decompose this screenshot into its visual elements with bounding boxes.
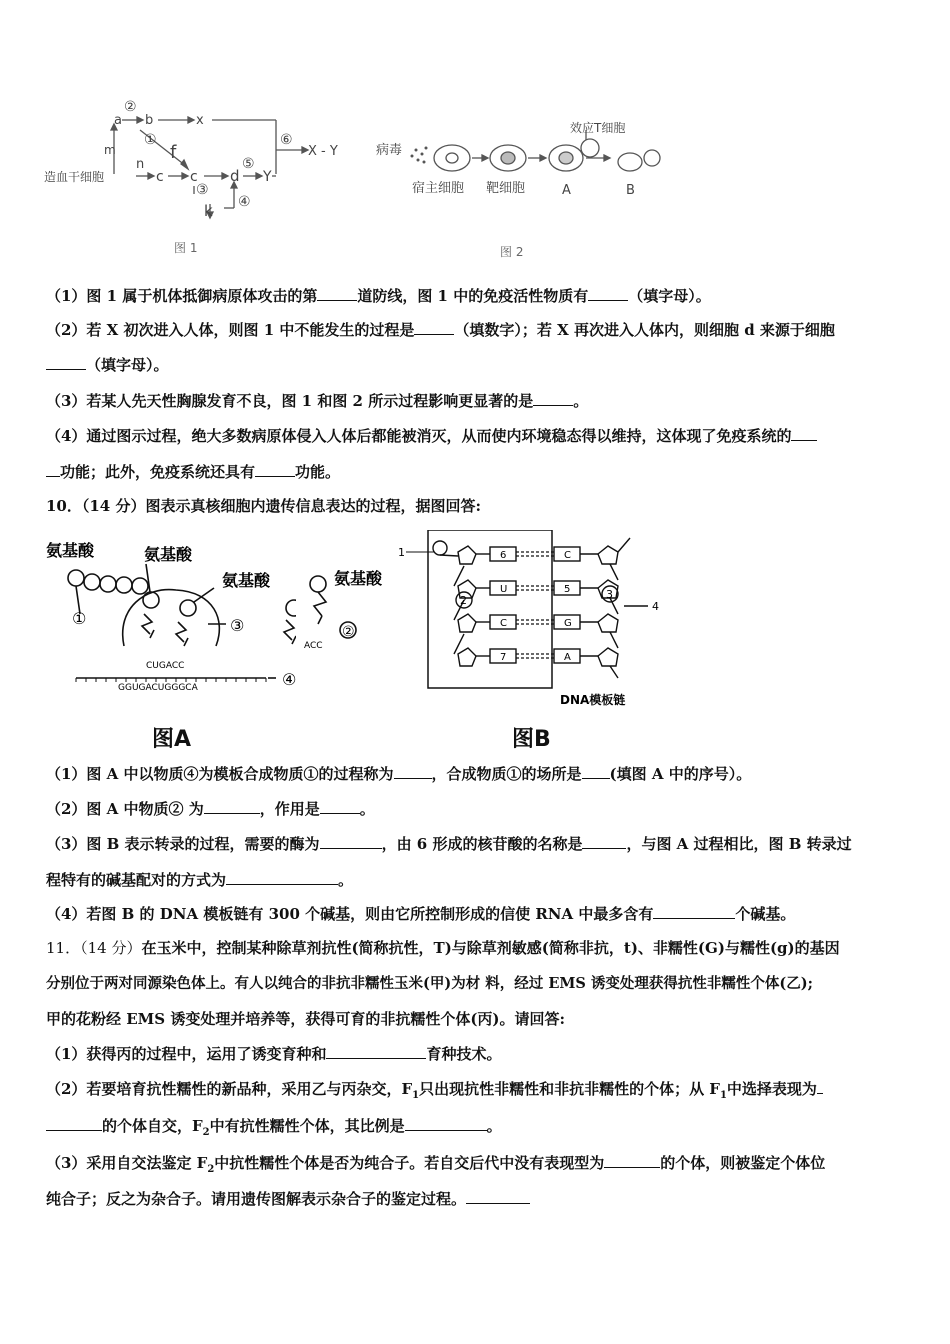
fig1-n-label: n bbox=[136, 157, 145, 172]
q9-part2-cont: （填字母）。 bbox=[46, 355, 169, 375]
fig1-caption: 图 1 bbox=[174, 241, 198, 255]
blank[interactable] bbox=[204, 799, 260, 814]
q11-line2: 分别位于两对同源染色体上。有人以纯合的非抗非糯性玉米(甲)为材 料，经过 EMS 诱变处理获得抗性非糯性个体(乙); bbox=[46, 975, 814, 992]
figB-right-base: 5 bbox=[564, 584, 571, 595]
blank[interactable] bbox=[46, 355, 86, 370]
figB-right-base: A bbox=[564, 652, 571, 663]
figA-n2: ② bbox=[342, 624, 355, 640]
blank[interactable] bbox=[226, 870, 338, 885]
blank[interactable] bbox=[817, 1079, 823, 1094]
fig1-source-label: 造血干细胞 bbox=[44, 170, 105, 184]
blank[interactable] bbox=[582, 834, 626, 849]
q11-part3-cont: 纯合子；反之为杂合子。请用遗传图解表示杂合子的鉴定过程。 bbox=[46, 1189, 530, 1209]
q11-heading: 11．（14 分）在玉米中，控制某种除草剂抗性(简称抗性，T)与除草剂敏感(简称非抗，t)、非糯性(G)与糯性(g)的基因 bbox=[46, 939, 840, 957]
q11-part1: （1）获得丙的过程中，运用了诱变育种和 育种技术。 bbox=[46, 1045, 502, 1063]
blank[interactable] bbox=[533, 391, 573, 406]
figB-template-label: DNA模板链 bbox=[560, 693, 626, 707]
q9-part1: （1）图 1 属于机体抵御病原体攻击的第 道防线，图 1 中的免疫活性物质有 （填字母）。 bbox=[46, 287, 711, 305]
figA-n1: ① bbox=[72, 609, 87, 628]
blank[interactable] bbox=[320, 799, 360, 814]
figure-1 bbox=[40, 96, 350, 264]
fig1-f-label: f bbox=[170, 142, 177, 163]
figA-n3: ③ bbox=[230, 616, 245, 635]
fig1-a-label: a bbox=[114, 113, 122, 128]
figure-2 bbox=[372, 110, 672, 266]
figA-acc: ACC bbox=[304, 641, 323, 651]
q9-part4: （4）通过图示过程，绝大多数病原体侵入人体后都能被消灭，从而使内环境稳态得以维持，这体现了免疫系统的 bbox=[46, 426, 817, 446]
fig1-circle-2: ② bbox=[124, 99, 137, 115]
figA-aa4: 氨基酸 bbox=[334, 569, 383, 588]
fig2-virus-label: 病毒 bbox=[376, 143, 403, 158]
blank[interactable] bbox=[326, 1044, 426, 1059]
q9-part3: （3）若某人先天性胸腺发育不良，图 1 和图 2 所示过程影响更显著的是 。 bbox=[46, 392, 589, 410]
fig1-y-label: Y bbox=[263, 169, 272, 185]
figA-aa1: 氨基酸 bbox=[46, 541, 95, 560]
figB-left-base: 7 bbox=[500, 652, 507, 663]
fig2-host-label: 宿主细胞 bbox=[412, 181, 465, 196]
figA-aa2: 氨基酸 bbox=[144, 545, 193, 564]
figB-right-base: C bbox=[564, 550, 571, 561]
figB-left-base: C bbox=[500, 618, 507, 629]
fig1-circle-5: ⑤ bbox=[242, 156, 255, 172]
fig1-x-label: x bbox=[196, 113, 204, 128]
blank[interactable] bbox=[394, 764, 432, 779]
figA-anticodon: CUGACC bbox=[146, 661, 185, 671]
figB-n2: 2 bbox=[460, 594, 467, 607]
figB-n4: 4 bbox=[652, 600, 659, 613]
fig2-effector-label: 效应T细胞 bbox=[570, 121, 626, 135]
figB-caption: 图B bbox=[512, 727, 551, 752]
figure-a-trna bbox=[294, 562, 410, 658]
fig1-k-label: k bbox=[204, 202, 213, 220]
q11-part2-cont: 的个体自交，$F_2$中有抗性糯性个体，其比例是 。 bbox=[46, 1116, 502, 1143]
q10-part3-cont: 程特有的碱基配对的方式为 。 bbox=[46, 871, 354, 889]
blank[interactable] bbox=[791, 426, 817, 441]
figure-a bbox=[46, 528, 296, 698]
fig1-c1-label: c bbox=[156, 169, 164, 185]
figA-n4: ④ bbox=[282, 670, 296, 689]
q10-part4: （4）若图 B 的 DNA 模板链有 300 个碱基，则由它所控制形成的信使 RNA 中最多含有 个碱基。 bbox=[46, 905, 796, 923]
q10-heading: 10．（14 分）图表示真核细胞内遗传信息表达的过程，据图回答: bbox=[46, 497, 482, 515]
figB-left-base: 6 bbox=[500, 550, 507, 561]
fig2-b-label: B bbox=[626, 183, 635, 198]
blank[interactable] bbox=[604, 1153, 660, 1168]
blank[interactable] bbox=[466, 1189, 530, 1204]
fig2-a-label: A bbox=[562, 183, 571, 198]
q9-part4-cont: 功能；此外，免疫系统还具有 功能。 bbox=[46, 462, 340, 482]
fig2-caption: 图 2 bbox=[500, 245, 524, 259]
blank[interactable] bbox=[582, 764, 610, 779]
q11-part2: （2）若要培育抗性糯性的新品种，采用乙与丙杂交，$F_1$只出现抗性非糯性和非抗非糯性的个体；从 $F_1$中选择表现为 bbox=[46, 1079, 823, 1106]
fig1-d-label: d bbox=[230, 167, 240, 185]
q10-part2: （2）图 A 中物质② 为 ，作用是 。 bbox=[46, 800, 375, 818]
figB-left-base: U bbox=[500, 584, 508, 595]
figure-b bbox=[398, 530, 678, 710]
q10-part1: （1）图 A 中以物质④为模板合成物质①的过程称为 ，合成物质①的场所是 (填图 A 中的序号）。 bbox=[46, 765, 752, 783]
figA-mrna: GGUGACUGGGCA bbox=[118, 683, 198, 693]
blank[interactable] bbox=[414, 320, 454, 335]
blank[interactable] bbox=[405, 1116, 487, 1131]
fig1-circle-4: ④ bbox=[238, 194, 251, 210]
figB-right-base: G bbox=[564, 618, 572, 629]
blank[interactable] bbox=[320, 834, 382, 849]
figA-caption: 图A bbox=[152, 727, 192, 752]
q11-line3: 甲的花粉经 EMS 诱变处理并培养等，获得可育的非抗糯性个体(丙)。请回答: bbox=[46, 1010, 566, 1028]
q10-part3: （3）图 B 表示转录的过程，需要的酶为 ，由 6 形成的核苷酸的名称是 ，与图 A 过程相比，图 B 转录过 bbox=[46, 835, 852, 853]
figB-n1: 1 bbox=[398, 546, 405, 559]
blank[interactable] bbox=[255, 462, 295, 477]
q11-part3: （3）采用自交法鉴定 $F_2$中抗性糯性个体是否为纯合子。若自交后代中没有表现型为 的个体，则被鉴定个体位 bbox=[46, 1154, 826, 1175]
fig2-target-label: 靶细胞 bbox=[486, 181, 526, 196]
q9-part2: （2）若 X 初次进入人体，则图 1 中不能发生的过程是 （填数字）；若 X 再次进入人体内，则细胞 d 来源于细胞 bbox=[46, 321, 835, 339]
blank[interactable] bbox=[46, 462, 60, 477]
blank[interactable] bbox=[317, 286, 357, 301]
blank[interactable] bbox=[46, 1116, 102, 1131]
fig1-c2-label: c bbox=[190, 169, 198, 185]
figA-aa3: 氨基酸 bbox=[222, 571, 271, 590]
fig1-m-label: m bbox=[104, 143, 116, 157]
blank[interactable] bbox=[588, 286, 628, 301]
figB-n3: 3 bbox=[606, 588, 613, 601]
fig1-xy-label: X - Y bbox=[308, 144, 338, 159]
fig1-circle-3: ③ bbox=[196, 182, 209, 198]
fig1-b-label: b bbox=[145, 113, 154, 128]
fig1-circle-1: ① bbox=[144, 132, 157, 148]
blank[interactable] bbox=[653, 904, 735, 919]
fig1-circle-6: ⑥ bbox=[280, 132, 293, 148]
